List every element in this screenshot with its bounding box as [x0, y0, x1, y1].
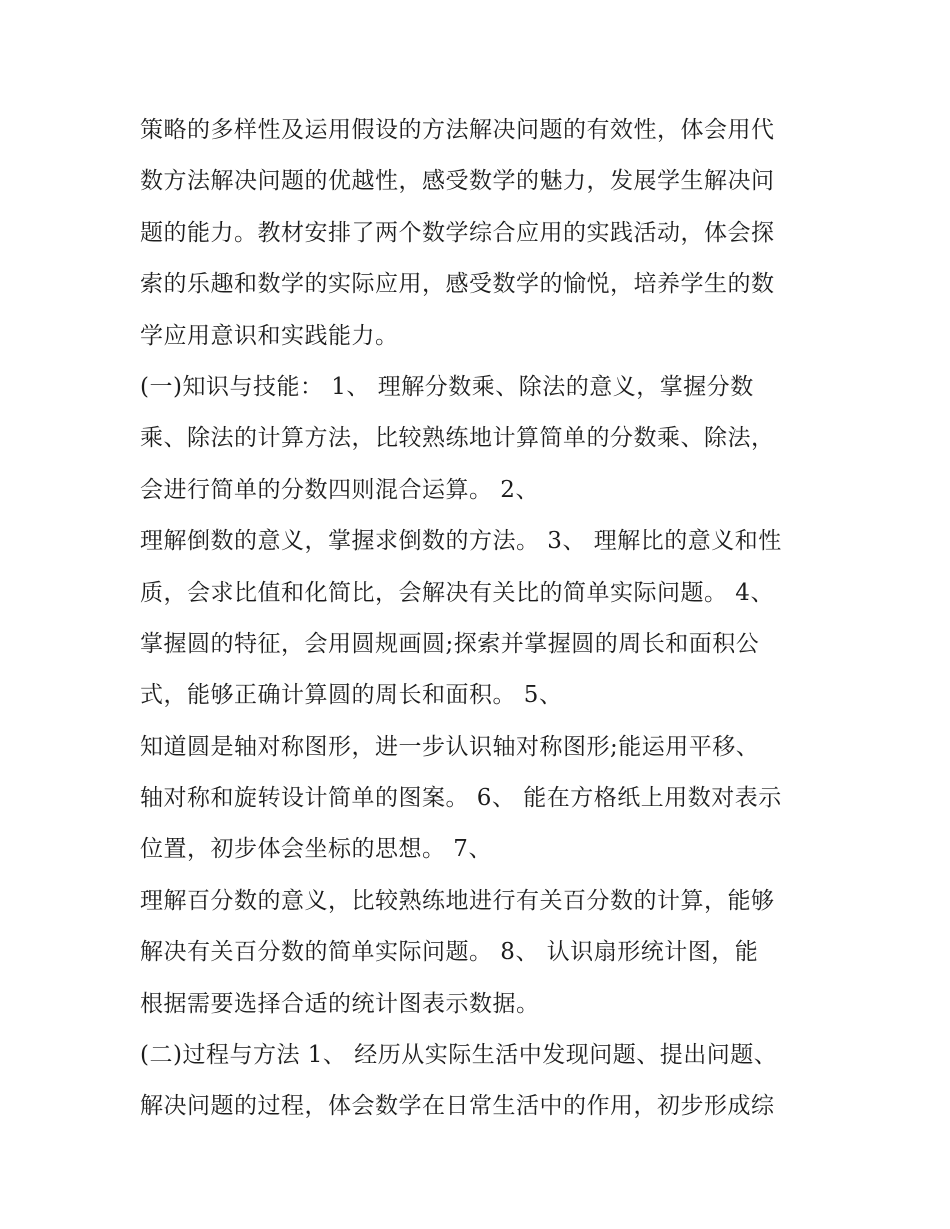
- text-line-15: 位置，初步体会坐标的思想。 7、: [140, 836, 492, 863]
- text-line-20: 解决问题的过程，体会数学在日常生活中的作用，初步形成综: [140, 1093, 775, 1120]
- text-line-5: 学应用意识和实践能力。: [140, 322, 399, 349]
- text-line-14: 轴对称和旋转设计简单的图案。 6、 能在方格纸上用数对表示: [140, 785, 782, 812]
- body-text: [140, 105, 830, 1133]
- text-line-7: 乘、除法的计算方法，比较熟练地计算简单的分数乘、除法，: [140, 425, 775, 452]
- text-line-4: 索的乐趣和数学的实际应用，感受数学的愉悦，培养学生的数: [140, 271, 775, 298]
- text-line-8: 会进行简单的分数四则混合运算。 2、: [140, 476, 539, 503]
- text-line-13: 知道圆是轴对称图形，进一步认识轴对称图形;能运用平移、: [140, 733, 760, 760]
- text-line-16: 理解百分数的意义，比较熟练地进行有关百分数的计算，能够: [140, 887, 775, 914]
- text-line-1: 策略的多样性及运用假设的方法解决问题的有效性，体会用代: [140, 117, 775, 143]
- text-line-2: 数方法解决问题的优越性，感受数学的魅力，发展学生解决问: [140, 168, 775, 195]
- text-line-10: 质，会求比值和化简比，会解决有关比的简单实际问题。 4、: [140, 579, 774, 606]
- text-line-11: 掌握圆的特征，会用圆规画圆;探索并掌握圆的周长和面积公: [140, 630, 760, 657]
- text-line-6: (一)知识与技能： 1、 理解分数乘、除法的意义，掌握分数: [140, 373, 754, 400]
- text-line-18: 根据需要选择合适的统计图表示数据。: [140, 990, 540, 1017]
- text-line-19: (二)过程与方法 1、 经历从实际生活中发现问题、提出问题、: [140, 1042, 778, 1069]
- text-line-17: 解决有关百分数的简单实际问题。 8、 认识扇形统计图，能: [140, 939, 759, 966]
- text-line-12: 式，能够正确计算圆的周长和面积。 5、: [140, 682, 563, 709]
- text-line-9: 理解倒数的意义，掌握求倒数的方法。 3、 理解比的意义和性: [140, 528, 782, 555]
- text-line-3: 题的能力。教材安排了两个数学综合应用的实践活动，体会探: [140, 219, 775, 246]
